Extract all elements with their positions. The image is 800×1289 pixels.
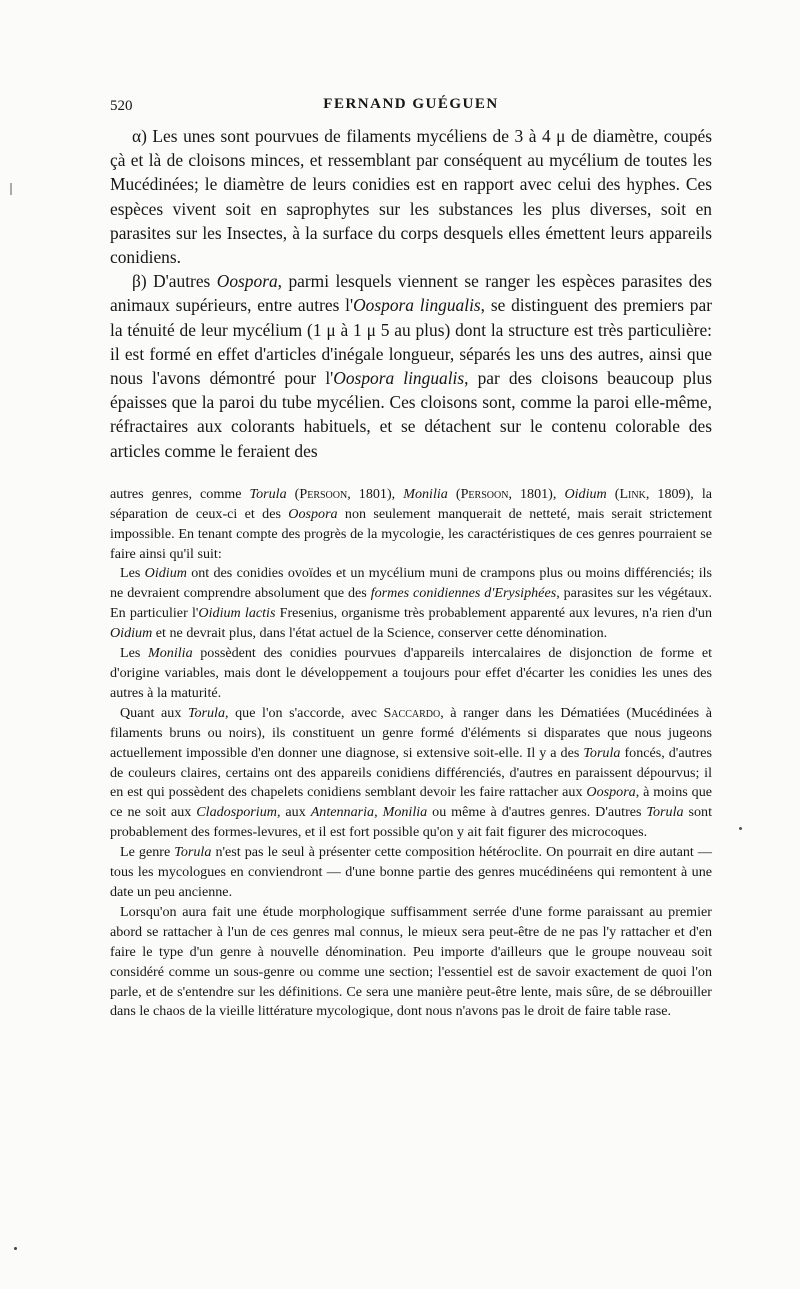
italic-term: Oospora lingualis	[333, 368, 465, 389]
page-header	[110, 96, 712, 120]
footnotes	[110, 485, 712, 1022]
footnote-torula	[110, 704, 712, 843]
italic-term: Monilia	[382, 804, 428, 821]
footnote-genre-torula	[110, 843, 712, 903]
text-span: , parasites sur les végétaux. En particulier l'	[110, 585, 713, 622]
text-span: foncés, d'autres de couleurs claires, certains ont des appareils conidiens différenciés, d'autres en paraissent dépourvus; il en est qui possèdent des chapelets conidiens semblant devoir les faire rattacher aux	[110, 744, 713, 801]
scan-speck	[14, 1247, 17, 1250]
page-number: 520	[110, 98, 133, 114]
italic-term: Monilia	[403, 485, 448, 502]
italic-term: Antennaria	[310, 804, 375, 821]
author-name: Persoon	[460, 485, 509, 502]
text-span: ou même à d'autres genres. D'autres	[427, 804, 647, 821]
text-span: , aux	[276, 804, 311, 821]
italic-term: Torula	[583, 744, 621, 761]
text-span: sont probablement des formes-levures, et il est fort possible qu'on y ait fait figurer des microcoques.	[110, 804, 712, 841]
text-span: Quant aux	[120, 704, 188, 721]
text-span: Les	[120, 565, 145, 582]
footnote-monilia	[110, 644, 712, 704]
author-name: Saccardo	[383, 704, 441, 721]
italic-term: Monilia	[147, 645, 193, 662]
text-span: α) Les unes sont pourvues de filaments mycéliens de 3 à 4 μ de diamètre, coupés çà et là de cloisons minces, et ressemblant par conséquent au mycélium de toutes les Mucédinées; le diamètre de leurs conidies est en rapport avec celui des hyphes. Ces espèces vivent soit en saprophytes sur les substances les plus diverses, soit en parasites sur les Insectes, à la surface du corps desquels elles émettent leurs appareils conidiens.	[110, 126, 712, 268]
italic-term: Oospora	[216, 271, 278, 292]
text-span: Le genre	[120, 844, 175, 861]
text-span: Les	[120, 645, 148, 662]
italic-term: Torula	[646, 804, 684, 821]
footnote-continuation	[110, 485, 712, 565]
italic-term: Oidium	[564, 485, 607, 502]
text-span: ont des conidies ovoïdes et un mycélium muni de crampons plus ou moins différenciés; ils ne devraient comprendre absolument que des	[110, 565, 713, 602]
italic-term: Cladosporium	[196, 804, 277, 821]
text-span: Lorsqu'on aura fait une étude morphologique suffisamment serrée d'une forme paraissant au premier abord se rattacher à l'un de ces genres mal connus, le mieux sera peut-être de ne pas l'y rattacher et d'en faire le type d'un genre à nouvelle dénomination. Peu importe d'ailleurs que le groupe nouveau soit considéré comme un sous-genre ou comme une section; l'essentiel est de savoir exactement de quoi l'on parle, et de s'entendre sur les définitions. Ce sera une manière peut-être lente, mais sûre, de se débrouiller dans le chaos de la vieille littérature mycologique, dont nous n'avons pas le droit de faire table rase.	[110, 903, 712, 1020]
text-span: , par des cloisons beaucoup plus épaisses que la paroi du tube mycélien. Ces cloisons sont, comme la paroi elle-même, réfractaires aux colorants habituels, et se détachent sur le contenu colorable des articles comme le feraient des	[110, 368, 712, 461]
text-span: , à moins que ce ne soit aux	[110, 784, 712, 821]
footnote-conclusion	[110, 903, 712, 1022]
italic-term: d'Erysiphées	[484, 585, 557, 602]
text-span: possèdent des conidies pourvues d'appareils intercalaires de disjonction de forme et d'origine variables, mais dont le développement a toujours pour effet d'écarter les conidies les unes des autres à la maturité.	[110, 645, 712, 701]
author-name: Link	[619, 485, 646, 502]
text-span: , que l'on s'accorde, avec	[225, 704, 384, 721]
italic-term: Oidium	[144, 565, 187, 582]
author-name: Persoon	[299, 485, 348, 502]
text-span: (	[286, 485, 300, 502]
text-span: β) D'autres	[132, 271, 217, 292]
italic-term: Oospora	[288, 505, 338, 522]
text-span: (	[447, 485, 461, 502]
paragraph-beta	[110, 269, 712, 463]
text-span: , à ranger dans les Dématiées (Mucédinées à filaments bruns ou noirs), ils constituent un genre formé d'éléments si disparates que nous jugeons actuellement impossible d'en donner une diagnose, si extensive soit-elle. Il y a des	[110, 704, 712, 761]
text-span: Fresenius, organisme très probablement apparenté aux levures, n'a rien d'un	[275, 605, 712, 622]
italic-term: Torula	[187, 704, 226, 721]
scan-speck	[739, 827, 742, 830]
page	[110, 96, 712, 1022]
italic-term: Oospora lingualis	[353, 295, 481, 316]
text-span: , se distinguent des premiers par la ténuité de leur mycélium (1 μ à 1 μ 5 au plus) dont la structure est très particulière: il est formé en effet d'articles d'inégale longueur, séparés les uns des autres, ainsi que nous l'avons démontré pour l'	[110, 295, 712, 389]
text-span: non seulement manquerait de netteté, mais serait strictement impossible. En tenant compte des progrès de la mycologie, les caractéristiques de ces genres pourraient se faire ainsi qu'il suit:	[110, 505, 712, 562]
running-title: FERNAND GUÉGUEN	[323, 96, 499, 112]
text-span: , 1809), la séparation de ceux-ci et des	[110, 485, 713, 522]
text-span: (	[606, 485, 620, 502]
italic-term: Oidium	[110, 625, 153, 642]
text-span: autres genres, comme	[110, 485, 250, 502]
italic-term: Torula	[249, 485, 287, 502]
italic-term: Oidium lactis	[198, 605, 276, 622]
text-span: et ne devrait plus, dans l'état actuel de la Science, conserver cette dénomination.	[152, 625, 608, 642]
footnote-oidium	[110, 564, 712, 644]
italic-term: formes conidiennes	[370, 585, 481, 602]
text-span: n'est pas le seul à présenter cette composition hétéroclite. On pourrait en dire autant — tous les mycologues en conviendront — d'une bonne partie des genres mucédinéens qui remontent à une date un peu ancienne.	[110, 844, 712, 900]
italic-term: Torula	[174, 844, 212, 861]
text-span: , 1801),	[508, 485, 565, 502]
text-span: , parmi lesquels viennent se ranger les espèces parasites des animaux supérieurs, entre autres l'	[110, 271, 712, 316]
paragraph-alpha	[110, 124, 712, 269]
text-span: , 1801),	[347, 485, 404, 502]
scan-mark	[10, 183, 12, 195]
italic-term: Oospora	[586, 784, 636, 801]
text-span: ,	[374, 804, 383, 821]
main-text	[110, 124, 712, 463]
